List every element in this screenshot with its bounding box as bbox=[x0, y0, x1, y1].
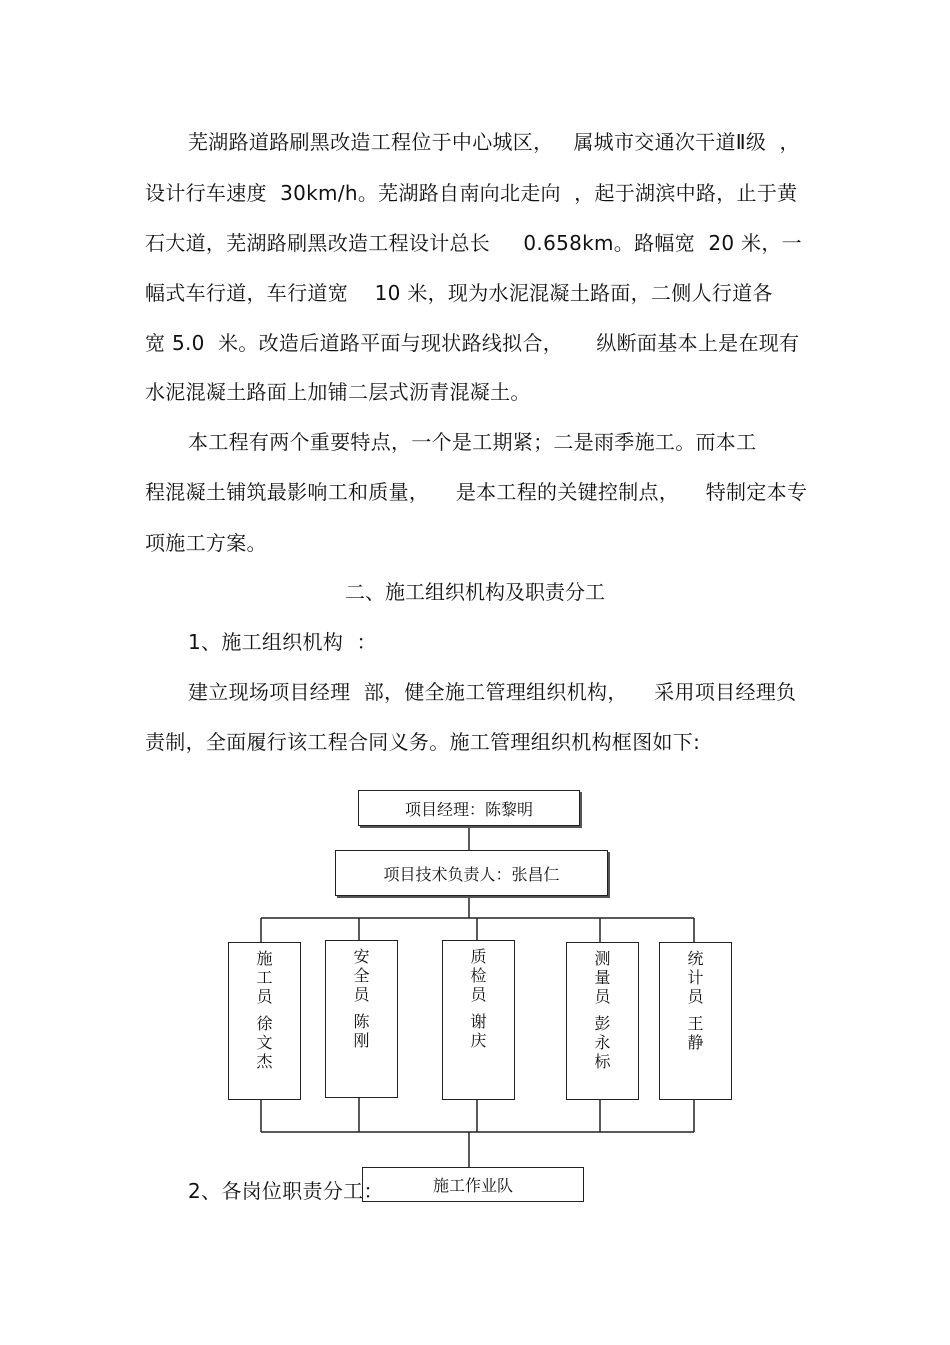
staff-box-construction bbox=[228, 942, 301, 1100]
staff-box-statistics bbox=[659, 942, 732, 1100]
name-char: 文 bbox=[256, 1033, 273, 1052]
team-box bbox=[362, 1167, 584, 1202]
staff-box-quality bbox=[442, 940, 515, 1100]
role-char: 质 bbox=[470, 947, 487, 966]
name-char: 标 bbox=[594, 1052, 611, 1071]
role-char: 员 bbox=[470, 985, 487, 1004]
text-line: 宽 5.0 米。改造后道路平面与现状路线拟合， 纵断面基本上是在现有 bbox=[145, 331, 800, 355]
role-char: 员 bbox=[687, 987, 704, 1006]
manager-box bbox=[358, 790, 580, 826]
text-line: 责制，全面履行该工程合同义务。施工管理组织机构框图如下: bbox=[145, 730, 701, 754]
text-line: 项施工方案。 bbox=[145, 531, 267, 555]
tech-lead-label: 项目技术负责人：张昌仁 bbox=[383, 864, 560, 884]
name-char: 陈 bbox=[353, 1012, 370, 1031]
name-char: 王 bbox=[687, 1014, 704, 1033]
role-char: 量 bbox=[594, 968, 611, 987]
tech-lead-box bbox=[335, 850, 608, 896]
role-char: 施 bbox=[256, 949, 273, 968]
text-line: 程混凝土铺筑最影响工和质量， 是本工程的关键控制点， 特制定本专 bbox=[145, 480, 808, 504]
team-label: 施工作业队 bbox=[432, 1176, 513, 1195]
subheading-org: 1、施工组织机构 ： bbox=[188, 630, 377, 654]
manager-label: 项目经理：陈黎明 bbox=[404, 799, 533, 819]
text-line: 水泥混凝土路面上加铺二层式沥青混凝土。 bbox=[145, 380, 531, 404]
role-char: 计 bbox=[687, 968, 704, 987]
text-line: 设计行车速度 30km/h。芜湖路自南向北走向 ，起于湖滨中路，止于黄 bbox=[145, 181, 798, 205]
name-char: 庆 bbox=[470, 1031, 487, 1050]
text-line: 幅式车行道，车行道宽 10 米，现为水泥混凝土路面，二侧人行道各 bbox=[145, 281, 773, 305]
role-char: 测 bbox=[594, 949, 611, 968]
role-char: 工 bbox=[256, 968, 273, 987]
name-char: 徐 bbox=[256, 1014, 273, 1033]
text-line: 本工程有两个重要特点，一个是工期紧；二是雨季施工。而本工 bbox=[188, 430, 757, 454]
name-char: 刚 bbox=[353, 1031, 370, 1050]
role-char: 员 bbox=[353, 985, 370, 1004]
text-line: 芜湖路道路刷黑改造工程位于中心城区， 属城市交通次干道Ⅱ级 ， bbox=[188, 130, 800, 154]
role-char: 全 bbox=[353, 966, 370, 985]
role-char: 安 bbox=[353, 947, 370, 966]
section-title: 二、施工组织机构及职责分工 bbox=[345, 580, 605, 604]
subheading-duties: 2、各岗位职责分工： bbox=[188, 1179, 384, 1203]
staff-box-survey bbox=[566, 942, 639, 1100]
name-char: 永 bbox=[594, 1033, 611, 1052]
role-char: 统 bbox=[687, 949, 704, 968]
name-char: 静 bbox=[687, 1033, 704, 1052]
role-char: 员 bbox=[594, 987, 611, 1006]
name-char: 谢 bbox=[470, 1012, 487, 1031]
name-char: 彭 bbox=[594, 1014, 611, 1033]
name-char: 杰 bbox=[256, 1052, 273, 1071]
text-line: 建立现场项目经理 部，健全施工管理组织机构， 采用项目经理负 bbox=[188, 680, 797, 704]
role-char: 检 bbox=[470, 966, 487, 985]
role-char: 员 bbox=[256, 987, 273, 1006]
text-line: 石大道，芜湖路刷黑改造工程设计总长 0.658km。路幅宽 20 米，一 bbox=[145, 231, 802, 255]
staff-box-safety bbox=[325, 940, 398, 1098]
